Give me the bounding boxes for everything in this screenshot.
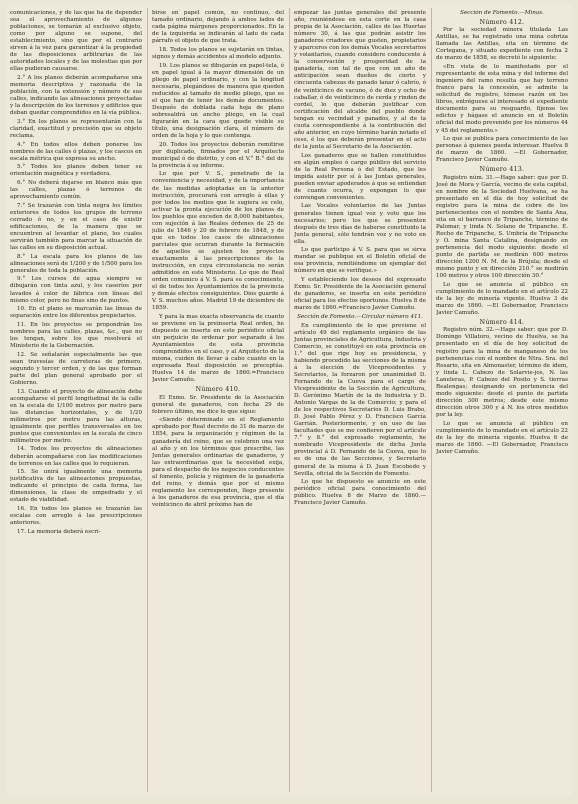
paragraph: Las Vocales voluntarios de las Juntas generales tienen igual voz y voto que los necesarios; pero los que se presenten después de tres días de haberse constituido la Junta general, sólo tendrán voz y no voto en ella. xyxy=(294,203,426,245)
paragraph: Lo que se publica para conocimiento de las personas á quienes pueda interesar. Huelva 8 de marzo de 1860. —El Gobernador, Francisco Javier Camuño. xyxy=(436,136,568,164)
column-divider xyxy=(431,8,432,792)
paragraph: Y estableciendo los deseos del expresado Exmo. Sr. Presidente de la Asociación general de ganaderos, se inserta en este periódico oficial para los efectos oportunos. Huelva 8 de marzo de 1860.=Francisco Javier Camuño. xyxy=(294,277,426,312)
paragraph: 9.° Los cursos de agua siempre se dibujarán con tinta azul, y los caseríos por lavados á color de fábrica con líneas del mismo color, pero no finas sino de puntos. xyxy=(10,276,142,304)
section-number: Número 413. xyxy=(479,165,525,173)
paragraph: «En vista de lo manifestado por el representante de esta mina y del informe del ingeniero del ramo resulta que hay terreno franco para la concesión, se admite la solicitud de registro, tómese razón en los libros, entréguese al interesado el expediente documento para su resguardo, fíjense los edictos y hágase el anuncio en el Boletín oficial del modo prevenido por los números 44 y 45 del reglamento.» xyxy=(436,64,568,134)
paragraph: 5.° Todos los planos deben tener su orientación magnética y verdadera. xyxy=(10,164,142,178)
section-number: Número 412. xyxy=(479,18,525,26)
paragraph: Los ganaderos que se hallen constituidos en algún empleo ó cargo público del servicio de la Real Persona ó del Estado, que les impida asistir por sí á las Juntas generales, pueden enviar apoderados á que se entiendan de cuanto ocurra, y expongan lo que convengan convenientes. xyxy=(294,152,426,201)
paragraph: Lo que por V. S., penetrado de la conveniencia y necesidad, y de la importancia de las medidas adoptadas en la anterior instrucción, procurará con arreglo á ellas y por todos los medios que le sugiera su celo, activar la pronta ejecución de los planos de los pueblos que exceden de 8,000 habitantes, con sujeción á las Reales órdenes de 25 de julio de 1846 y 20 de febrero de 1848, y de que en todos los casos de alineaciones parciales que ocurran durante la formación de aquellos se ajusten los proyectos exactamente á las prescripciones de la instrucción, en cuya circunstancia no serán admitidos en este Ministerio. Lo que de Real orden comunico á V. S. para su conocimiento, el de todos los Ayuntamientos de la provincia y demás efectos consiguientes. Dios guarde á V. S. muchos años. Madrid 19 de diciembre de 1859. xyxy=(152,171,284,312)
paragraph: 13. Cuando el proyecto de alineación deba acompañarse el perfil longitudinal de la calle en la escala de 1/100 metros por metro para las distancias horizontales, y de 1/20 milímetros por metro para las alturas, igualmente que perfiles transversales en los puntos que convenientes en la escala de cinco milímetros por metro. xyxy=(10,388,142,444)
paragraph: 10. En el plano se marcarán las líneas de separación entre los diferentes propietarios. xyxy=(10,306,142,320)
paragraph: Y para la mas exacta observancia de cuanto se previene en la preinserta Real orden, he dispuesto se inserte en este periódico oficial sin perjuicio de ordenar por separado á los Ayuntamientos de esta provincia comprendidos en el caso, y al Arquitecto de la misma, cuiden de llevar á cabo cuanto en la expresada Real disposición se preceptúa. Huelva 14 de marzo de 1860.=Francisco Javier Camuño. xyxy=(152,313,284,384)
column-1 xyxy=(10,10,142,792)
section-heading: Sección de Fomento.—Circular número 411. xyxy=(297,313,423,320)
paragraph: Registro núm. 31.—Hago saber: que por D. José de Mora y García, vecino de esta capital, en nombre de la Sociedad Huelvana, se ha presentado en el día de hoy solicitud de registro para la mina de cobre de los pertenecientes con el nombre de Santa Ana, sita en el barranco de Tripanche, término de Palomar, y linda N. Solano de Tripanche. E. Rocho de Tripanche, S. Umbría de Tripanche y O. mina Santa Catalina, designando en pertenencia del modo siguiente: desde el punto de partida se medirán 600 metros dirección 1200 N. M. de la Brújula; desde el mismo punto y en dirección 210.° se medirán 100 metros y otros 100 dirección 30.° xyxy=(436,174,568,280)
paragraph: Lo que he dispuesto se anuncie en este periódico oficial para conocimiento del público. Huelva 8 de Marzo de 1860.—Francisco Javier Camuño. xyxy=(294,479,426,507)
paragraph: 15. Se unirá igualmente una memoria justificativa de las alineaciones propuestas, indicando el principio de cada forma, las dimensiones, la clase de empedrado y el estado de viabilidad. xyxy=(10,469,142,504)
paragraph: birse en papel común, no continuo, del tamaño ordinario, dejando á ambos lados de cada página márgenes proporcionados. En la de la izquierda se indicarán al lado de cada párrafo el objeto de que trata. xyxy=(152,10,284,45)
column-3 xyxy=(294,10,426,792)
section-heading: Sección de Fomento.—Minas. xyxy=(460,10,544,16)
paragraph: «Siendo determinado en el Reglamento aprobado por Real decreto de 31 de marzo de 1854, para la organización y régimen de la ganadería del reino, que se celebren una vez al año y en los términos que prescribe, las Juntas generales ordinarias de ganaderos, y las extraordinarias que la necesidad exija, para el despacho de los negocios conducentes al fomento, policía y régimen de la ganadería del reino, y demás que por el mismo reglamento les corresponden, llego presente á los ganaderos de esa provincia, que el día veinticinco de abril próximo han de xyxy=(152,417,284,508)
paragraph: Por la sociedad minera titulada Las Antillas, se ha registrado una mina cobriza llamada las Antillas, sita en término de Cortegana, y situado expediente con fecha 2 de marzo de 1858, se decretó lo siguiente: xyxy=(436,27,568,62)
paragraph: En cumplimiento de lo que previene el artículo 49 del reglamento orgánico de las Juntas provinciales de Agricultura, Industria y Comercio, se constituyó en esta provincia en 1.° del que rige hoy su presidencia, y habiendo procedido las secciones de la misma á la elección de Vicepresidentes y Secretarios, la forzaron por unanimidad D. Fernando de la Cueva para el cargo de Vicepresidente de la Sección de Agricultura, D. Gerónimo Martín de la de Industria y D. Antonio Vargas de la de Comercio; y para el de los respectivos Secretarios D. Luis Brabo, D. José Pablo Pérez y D. Francisco García Garrián. Posteriormente, y en uso de las facultades que se me confieren por el artículo 7.° y 8.° del expresado reglamento, he nombrado Vicepresidente de dicha Junta provincial á D. Fernando de la Cueva, que lo es de una de las Secciones, y Secretario general de la misma á D. Juan Escobedo y Sevilla, oficial de la Sección de Fomento. xyxy=(294,322,426,477)
paragraph: 16. En todos los planos se trazarán las escalas con arreglo á las prescripciones anteriores. xyxy=(10,506,142,527)
paragraph: 4.° En todos ellos deben ponerse los nombres de las calles ó plazas, y los cascos en escala métrica que expresa su ancho. xyxy=(10,141,142,162)
paragraph: 3.° En los planos se representarán con la claridad, exactitud y precisión que su objeto reclama. xyxy=(10,118,142,139)
paragraph: 7.° Se trazarán con tinta negra los límites exteriores de todos los grupos de terreno cerrado ó no, y en el caso de existir edificaciones, de la manera que se encuentren al levantar el plano, los cuales servirán también para marcar la situación de las calles en su disposición actual. xyxy=(10,202,142,252)
paragraph: comunicaciones, y de las que ha de depender sea el aprovechamiento de algunos poblaciones, se tomarán al exclusivo objeto, como por alguno se supone, del establecimiento, sino que por el contrario sirven á la vez para garantizar á la propiedad de las disposiciones arbitrarias de las autoridades locales y de las molestias que por ellas pudieran causarse. xyxy=(10,10,142,73)
section-number: Número 410. xyxy=(195,386,241,393)
paragraph: El Exmo. Sr. Presidente de la Asociación general de ganaderos, con fecha 29 de febrero último, me dice lo que sigue: xyxy=(152,394,284,415)
column-divider xyxy=(147,8,148,792)
column-2 xyxy=(152,10,284,792)
paragraph: 14. Todos los proyectos de alineaciones deberán acompañarse con las modificaciones de terrenos en las calles que lo requieran. xyxy=(10,446,142,467)
section-number: Número 414. xyxy=(479,318,525,326)
paragraph: 19. Los planos se dibujarán en papel-tela, ó en papel igual á la mayor dimensión de un pliego de papel ordinario, y con la longitud necesaria, plegándose de manera que queden reducidos al tamaño de medio pliego, que es el que han de tener los demás documentos. Después de doblada cada hoja de plano sobresaldrá un ancho pliego, en la cual figurarán en la cara que quede visible su título, una designación clara, el número de orden de la hoja y lo que contenga. xyxy=(152,62,284,139)
paragraph: Registro núm. 32.—Hago saber: que por D. Domingo Villatoro, vecino de Huelva, se ha presentado en el día de hoy solicitud de registro para la mina de manganeso de los pertenencias con el nombre de Ntra. Sra. del Rosario, sita en Almonaster, término de ídem, y linda L. Cabezo de Solarvie-jos, N. las Laneleras, P. Cabezo del Posito y S. tierras Realengas; designando en pertenencia del modo siguiente: desde el punto de partida dirección 300 metros; desde este mismo dirección otros 300 y á N. los otros medidos por la ley. xyxy=(436,327,568,418)
paragraph: 18. Todos los planos se sujetarán en tintas, signos y demás accidentes al modelo adjunto. xyxy=(152,46,284,60)
column-divider xyxy=(289,8,290,792)
paragraph: 6.° No deberá dejarse en blanco más que las calles, plazas ó terrenos de aprovechamiento común. xyxy=(10,180,142,201)
paragraph: empezar las juntas generales del presente año, reuniéndose en esta corte en la casa propia de la Asociación, calles de las Huertas número 30, á las que podrán asistir los ganaderos criadores que gusten, propietarios y aparceros con los demás Vocales secretarios y volantarios, cuando considere conducente á la conservación y prosperidad de la ganadería, con tal de que con un año de anticipación sean dueños de cierto y cincuenta cabezas de ganado lanar ó cabrío, ó de veinticinco de vacuno, ó de diez y ocho de caballar, ó de veinticinco de cerda y rinden de cordel, lo que deberán justificar con certificación del alcalde del pueblo donde tengan su vecindad y ganados, y al de la cuota correspondiente á la contribución del año anterior, en cuyo término harán notado el cese, é los que deberán presentar en el acto de la junta al Secretario de la Asociación. xyxy=(294,10,426,150)
paragraph: Lo que se anuncia al público en cumplimiento de lo mandado en el artículo 22 de la ley de minería vigente. Huelva 6 de marzo de 1860. —El Gobernador, Francisco Javier Camuño. xyxy=(436,420,568,455)
newspaper-page xyxy=(6,4,572,796)
paragraph: 2.° A los planos deberán acompañarse una memoria descriptiva y razonada de la población, con la extensión y número de sus calles, indicando las alineaciones proyectadas y la descripción de los terrenos y edificios que deban quedar comprendidos en la vía pública. xyxy=(10,75,142,117)
paragraph: 11. En los proyectos se propondrán los nombres para las calles, plazas, &c., que no los tengan, sobre los que resolverá el Ministerio de la Gobernación. xyxy=(10,321,142,350)
paragraph: Lo que participo á V. S. para que se sirva mandar se publique en el Boletín oficial de esa provincia, remitiéndome un ejemplar del número en que se verifique.» xyxy=(294,247,426,275)
paragraph: 17. La memoria deberá escri- xyxy=(17,528,101,535)
paragraph: 12. Se señalarán especialmente las que sean travesías de carreteras de primero, segundo y tercer orden, y de las que forman parte del plan general aprobado por el Gobierno. xyxy=(10,351,142,386)
paragraph: Lo que se anuncia al público en cumplimiento de lo mandado en el artículo 22 de la ley de minería vigente. Huelva 3 de marzo de 1860. —El Gobernador, Francisco Javier Camuño. xyxy=(436,281,568,317)
paragraph: 8.° La escala para los planos de las alineaciones será de 1/200 y de 1/500 para los generales de toda la población. xyxy=(10,253,142,274)
paragraph: 20. Todos los proyectos deberán remitirse por duplicado, firmados por el Arquitecto municipal ó de distrito, y con el V.° B.° del de la provincia á su informe. xyxy=(152,141,284,169)
column-4 xyxy=(436,10,568,792)
